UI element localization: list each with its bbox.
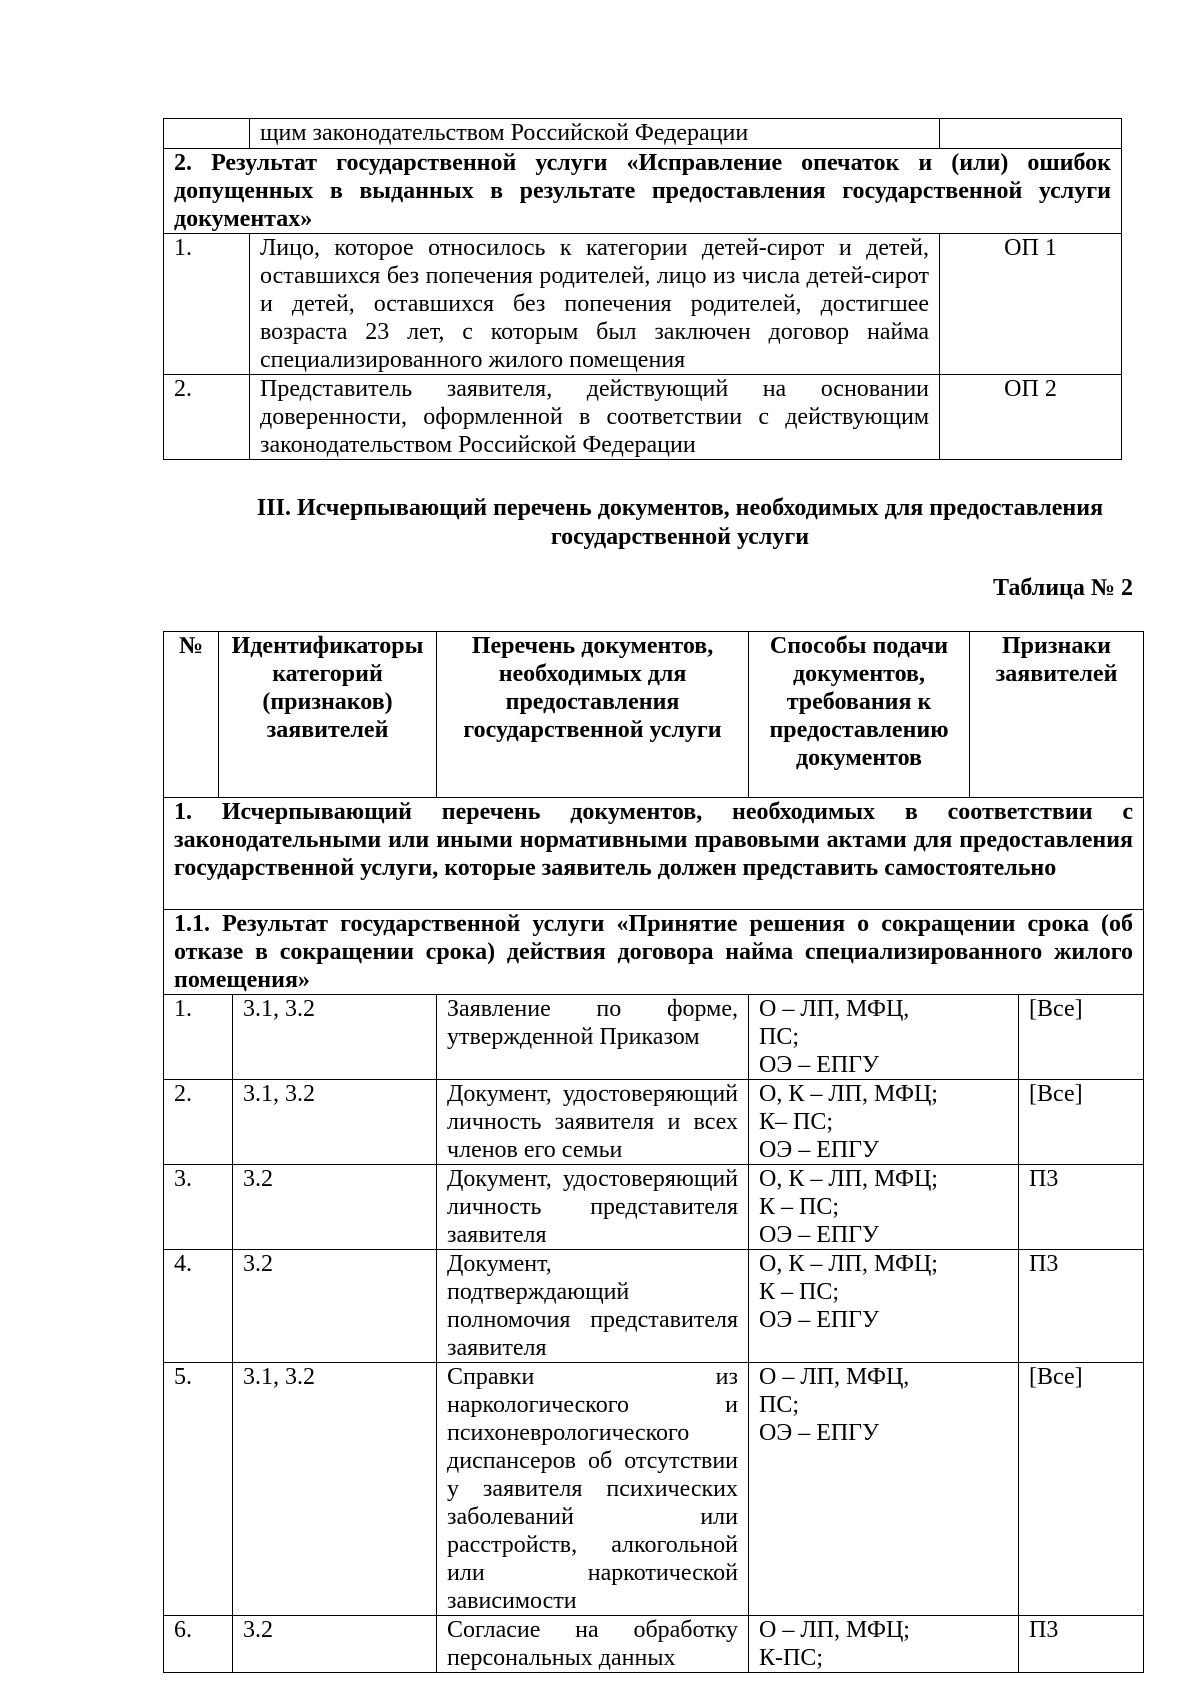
- row-identifiers: 3.1, 3.2: [233, 1080, 437, 1165]
- row-number: 2.: [164, 1080, 233, 1165]
- table-header-row: [164, 632, 1144, 798]
- applicant-description: щим законодательством Российской Федерации: [250, 119, 940, 149]
- header-features: Признаки заявителей: [970, 632, 1144, 798]
- table-number: Таблица № 2: [992, 575, 1133, 601]
- table-row: [164, 119, 1122, 149]
- row-feature: П3: [1019, 1250, 1144, 1363]
- method-line: ОЭ – ЕПГУ: [759, 1420, 880, 1446]
- row-feature: П3: [1019, 1616, 1144, 1673]
- row-number: 1.: [164, 995, 233, 1080]
- method-line: О – ЛП, МФЦ,: [759, 996, 910, 1022]
- row-number: 3.: [164, 1165, 233, 1250]
- row-identifiers: 3.2: [233, 1250, 437, 1363]
- table-row: [164, 375, 1122, 460]
- method-line: ОЭ – ЕПГУ: [759, 1137, 880, 1163]
- row-feature: [Все]: [1019, 1080, 1144, 1165]
- row-identifiers: 3.2: [233, 1616, 437, 1673]
- row-number: 2.: [164, 375, 250, 460]
- row-number: 1.: [164, 234, 250, 375]
- table-row: [164, 1080, 1144, 1165]
- applicant-description: Представитель заявителя, действующий на основании доверенности, оформленной в соответствии с действующим законодательством Российской Федерации: [250, 375, 940, 460]
- section-header-row: [164, 798, 1144, 910]
- row-number: [164, 119, 250, 149]
- row-document: Заявление по форме, утвержденной Приказом: [437, 995, 749, 1080]
- method-line: ПС;: [759, 1024, 800, 1050]
- table-row: [164, 1250, 1144, 1363]
- method-line: О – ЛП, МФЦ;: [759, 1617, 910, 1643]
- documents-table: [163, 631, 1144, 1673]
- row-methods: [749, 1080, 1019, 1165]
- section-heading: III. Исчерпывающий перечень документов, необходимых для предоставления государственной услуги: [256, 495, 1104, 550]
- table-row: [164, 1616, 1144, 1673]
- row-number: 5.: [164, 1363, 233, 1616]
- row-feature: [Все]: [1019, 995, 1144, 1080]
- method-line: ПС;: [759, 1392, 800, 1418]
- method-line: К – ПС;: [759, 1279, 840, 1305]
- table-row: [164, 1363, 1144, 1616]
- table-row: [164, 1165, 1144, 1250]
- row-number: 6.: [164, 1616, 233, 1673]
- row-methods: [749, 1165, 1019, 1250]
- row-identifiers: 3.1, 3.2: [233, 995, 437, 1080]
- row-feature: [Все]: [1019, 1363, 1144, 1616]
- table-row: [164, 234, 1122, 375]
- row-document: Документ, подтверждающий полномочия представителя заявителя: [437, 1250, 749, 1363]
- row-document: Согласие на обработку персональных данных: [437, 1616, 749, 1673]
- method-line: ОЭ – ЕПГУ: [759, 1307, 880, 1333]
- row-methods: [749, 1363, 1019, 1616]
- row-document: Справки из наркологического и психоневрологического диспансеров об отсутствии у заявителя психических заболеваний или расстройств, алкогольной или наркотической зависимости: [437, 1363, 749, 1616]
- applicant-code: ОП 2: [940, 375, 1122, 460]
- method-line: О, К – ЛП, МФЦ;: [759, 1166, 938, 1192]
- method-line: О, К – ЛП, МФЦ;: [759, 1251, 938, 1277]
- section-header: 2. Результат государственной услуги «Исправление опечаток и (или) ошибок допущенных в выданных в результате предоставления государственной услуги документах»: [164, 149, 1122, 234]
- method-line: К-ПС;: [759, 1645, 824, 1671]
- header-documents: Перечень документов, необходимых для предоставления государственной услуги: [437, 632, 749, 798]
- table-row: [164, 995, 1144, 1080]
- applicants-table: [163, 118, 1122, 460]
- row-methods: [749, 1250, 1019, 1363]
- method-line: О, К – ЛП, МФЦ;: [759, 1081, 938, 1107]
- method-line: К– ПС;: [759, 1109, 834, 1135]
- row-methods: [749, 1616, 1019, 1673]
- applicant-description: Лицо, которое относилось к категории детей-сирот и детей, оставшихся без попечения родителей, лицо из числа детей-сирот и детей, оставшихся без попечения родителей, достигшее возраста 23 лет, с которым был заключен договор найма специализированного жилого помещения: [250, 234, 940, 375]
- row-document: Документ, удостоверяющий личность представителя заявителя: [437, 1165, 749, 1250]
- row-identifiers: 3.2: [233, 1165, 437, 1250]
- row-methods: [749, 995, 1019, 1080]
- method-line: К – ПС;: [759, 1194, 840, 1220]
- applicant-code: [940, 119, 1122, 149]
- row-document: Документ, удостоверяющий личность заявителя и всех членов его семьи: [437, 1080, 749, 1165]
- section-header-row: [164, 149, 1122, 234]
- subsection-header: 1.1. Результат государственной услуги «Принятие решения о сокращении срока (об отказе в сокращении срока) действия договора найма специализированного жилого помещения»: [164, 910, 1144, 995]
- row-feature: П3: [1019, 1165, 1144, 1250]
- method-line: ОЭ – ЕПГУ: [759, 1052, 880, 1078]
- method-line: ОЭ – ЕПГУ: [759, 1222, 880, 1248]
- method-line: О – ЛП, МФЦ,: [759, 1364, 910, 1390]
- header-methods: Способы подачи документов, требования к предоставлению документов: [749, 632, 970, 798]
- applicant-code: ОП 1: [940, 234, 1122, 375]
- subsection-header-row: [164, 910, 1144, 995]
- row-identifiers: 3.1, 3.2: [233, 1363, 437, 1616]
- header-identifiers: Идентификаторы категорий (признаков) заявителей: [219, 632, 437, 798]
- section-header: 1. Исчерпывающий перечень документов, необходимых в соответствии с законодательными или иными нормативными правовыми актами для предоставления государственной услуги, которые заявитель должен представить самостоятельно: [164, 798, 1144, 910]
- header-number: №: [164, 632, 219, 798]
- row-number: 4.: [164, 1250, 233, 1363]
